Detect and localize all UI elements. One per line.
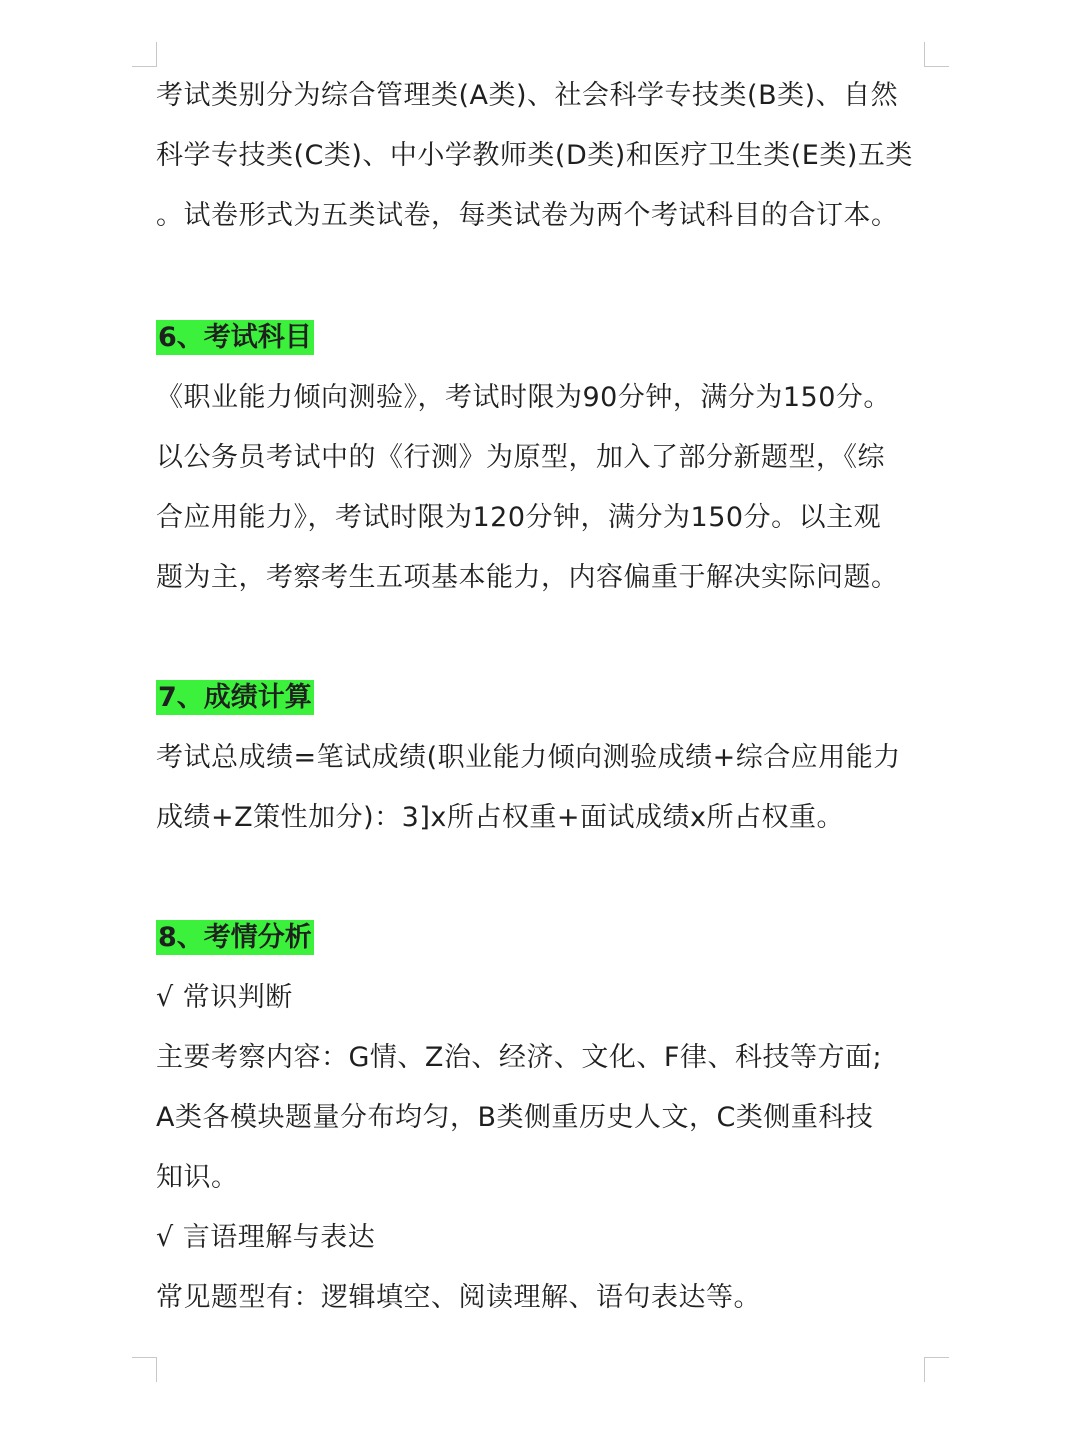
corner-mark-top-left	[132, 42, 157, 67]
paragraph-line: 以公务员考试中的《行测》为原型，加入了部分新题型，《综	[156, 442, 885, 473]
heading-highlight: 6、考试科目	[158, 322, 312, 353]
paragraph-line: 成绩+Z策性加分)：3]x所占权重+面试成绩x所占权重。	[156, 802, 844, 833]
section-heading-7	[156, 668, 928, 728]
section-7-paragraph	[156, 728, 928, 848]
corner-mark-bottom-left	[132, 1357, 157, 1382]
paragraph-line: 合应用能力》，考试时限为120分钟，满分为150分。以主观	[156, 502, 882, 533]
checklist-item: √ 言语理解与表达	[156, 1222, 376, 1253]
paragraph-line: A类各模块题量分布均匀，B类侧重历史人文，C类侧重科技	[156, 1102, 874, 1133]
section-heading-6	[156, 308, 928, 368]
paragraph-line: 题为主，考察考生五项基本能力，内容偏重于解决实际问题。	[156, 562, 899, 593]
section-8-paragraph	[156, 968, 928, 1328]
checklist-item: √ 常识判断	[156, 982, 293, 1013]
paragraph-line: 。试卷形式为五类试卷，每类试卷为两个考试科目的合订本。	[156, 200, 899, 231]
document-body	[156, 66, 928, 1328]
corner-mark-bottom-right	[924, 1357, 949, 1382]
intro-paragraph	[156, 66, 928, 246]
section-6-paragraph	[156, 368, 928, 608]
corner-mark-top-right	[924, 42, 949, 67]
paragraph-line: 主要考察内容：G情、Z治、经济、文化、F律、科技等方面;	[156, 1042, 883, 1073]
paragraph-line: 考试总成绩=笔试成绩(职业能力倾向测验成绩+综合应用能力	[156, 742, 901, 773]
heading-highlight: 8、考情分析	[158, 922, 312, 953]
paragraph-line: 知识。	[156, 1162, 239, 1193]
paragraph-line: 考试类别分为综合管理类(A类)、社会科学专技类(B类)、自然	[156, 80, 899, 111]
paragraph-line: 科学专技类(C类)、中小学教师类(D类)和医疗卫生类(E类)五类	[156, 140, 913, 171]
paragraph-line: 常见题型有：逻辑填空、阅读理解、语句表达等。	[156, 1282, 761, 1313]
heading-highlight: 7、成绩计算	[158, 682, 312, 713]
section-heading-8	[156, 908, 928, 968]
paragraph-line: 《职业能力倾向测验》，考试时限为90分钟，满分为150分。	[156, 382, 891, 413]
